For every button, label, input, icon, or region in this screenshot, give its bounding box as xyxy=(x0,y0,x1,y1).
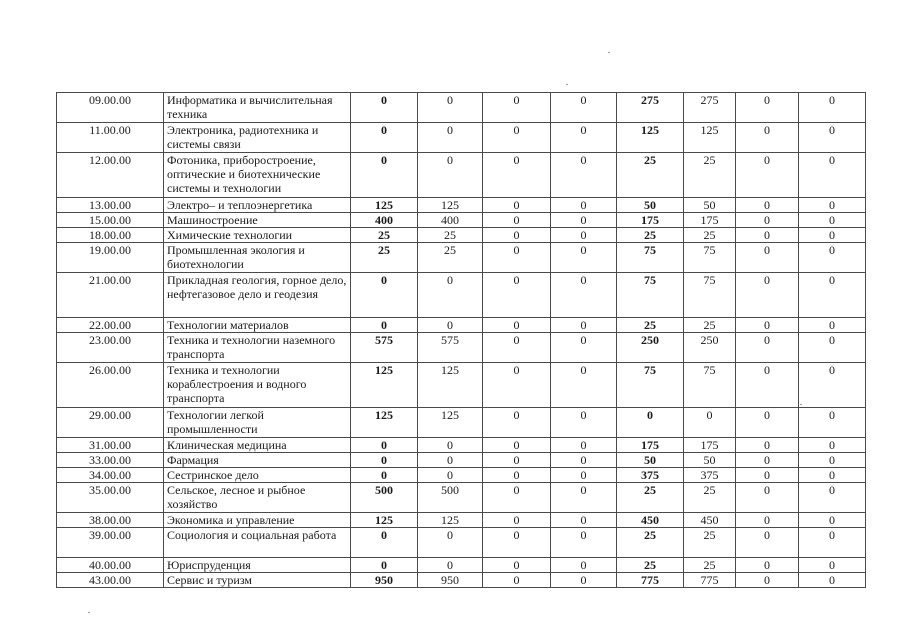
value-cell: 0 xyxy=(483,483,551,513)
value-cell: 0 xyxy=(551,273,617,318)
value-cell: 25 xyxy=(684,558,736,573)
value-cell: 0 xyxy=(551,213,617,228)
enrollment-table xyxy=(56,92,866,588)
value-cell: 275 xyxy=(617,93,684,123)
direction-code-cell: 26.00.00 xyxy=(57,363,164,408)
value-cell: 0 xyxy=(736,153,799,198)
value-cell: 0 xyxy=(551,573,617,588)
direction-code-cell: 18.00.00 xyxy=(57,228,164,243)
value-cell: 0 xyxy=(551,438,617,453)
value-cell: 0 xyxy=(351,468,418,483)
value-cell: 0 xyxy=(551,318,617,333)
value-cell: 0 xyxy=(551,153,617,198)
value-cell: 0 xyxy=(418,153,483,198)
direction-code-cell: 09.00.00 xyxy=(57,93,164,123)
direction-code-cell: 23.00.00 xyxy=(57,333,164,363)
value-cell: 0 xyxy=(483,513,551,528)
value-cell: 0 xyxy=(799,198,866,213)
value-cell: 75 xyxy=(617,363,684,408)
value-cell: 0 xyxy=(684,408,736,438)
direction-code-cell: 11.00.00 xyxy=(57,123,164,153)
value-cell: 25 xyxy=(418,243,483,273)
value-cell: 0 xyxy=(351,123,418,153)
value-cell: 275 xyxy=(684,93,736,123)
value-cell: 450 xyxy=(684,513,736,528)
value-cell: 125 xyxy=(418,408,483,438)
direction-name-cell: Техника и технологии наземного транспорта xyxy=(164,333,351,363)
value-cell: 0 xyxy=(351,93,418,123)
value-cell: 0 xyxy=(483,93,551,123)
value-cell: 0 xyxy=(483,243,551,273)
direction-name-cell: Информатика и вычислительная техника xyxy=(164,93,351,123)
table-row xyxy=(57,273,866,318)
value-cell: 0 xyxy=(483,573,551,588)
value-cell: 0 xyxy=(799,363,866,408)
value-cell: 175 xyxy=(684,438,736,453)
value-cell: 0 xyxy=(736,213,799,228)
value-cell: 500 xyxy=(418,483,483,513)
value-cell: 0 xyxy=(351,318,418,333)
value-cell: 0 xyxy=(799,273,866,318)
value-cell: 0 xyxy=(799,468,866,483)
table-row xyxy=(57,438,866,453)
direction-name-cell: Электро– и теплоэнергетика xyxy=(164,198,351,213)
value-cell: 0 xyxy=(736,228,799,243)
direction-code-cell: 38.00.00 xyxy=(57,513,164,528)
value-cell: 0 xyxy=(418,273,483,318)
value-cell: 0 xyxy=(799,123,866,153)
value-cell: 25 xyxy=(684,153,736,198)
value-cell: 0 xyxy=(736,198,799,213)
value-cell: 25 xyxy=(684,228,736,243)
value-cell: 0 xyxy=(418,438,483,453)
value-cell: 0 xyxy=(617,408,684,438)
value-cell: 400 xyxy=(351,213,418,228)
direction-code-cell: 43.00.00 xyxy=(57,573,164,588)
value-cell: 0 xyxy=(551,513,617,528)
value-cell: 50 xyxy=(617,198,684,213)
value-cell: 25 xyxy=(684,483,736,513)
value-cell: 75 xyxy=(684,273,736,318)
value-cell: 0 xyxy=(799,558,866,573)
table-row xyxy=(57,198,866,213)
value-cell: 25 xyxy=(617,528,684,558)
value-cell: 0 xyxy=(799,483,866,513)
value-cell: 0 xyxy=(418,558,483,573)
value-cell: 0 xyxy=(351,558,418,573)
value-cell: 0 xyxy=(551,408,617,438)
value-cell: 0 xyxy=(551,468,617,483)
table-row xyxy=(57,363,866,408)
table-row xyxy=(57,558,866,573)
direction-code-cell: 12.00.00 xyxy=(57,153,164,198)
value-cell: 125 xyxy=(351,408,418,438)
value-cell: 0 xyxy=(799,228,866,243)
value-cell: 0 xyxy=(799,408,866,438)
value-cell: 0 xyxy=(351,153,418,198)
value-cell: 125 xyxy=(351,513,418,528)
value-cell: 0 xyxy=(799,513,866,528)
value-cell: 0 xyxy=(551,528,617,558)
value-cell: 25 xyxy=(351,243,418,273)
value-cell: 0 xyxy=(483,273,551,318)
table-row xyxy=(57,123,866,153)
scan-speck xyxy=(88,612,90,613)
table-row xyxy=(57,453,866,468)
direction-name-cell: Сестринское дело xyxy=(164,468,351,483)
table-row xyxy=(57,528,866,558)
direction-code-cell: 29.00.00 xyxy=(57,408,164,438)
direction-name-cell: Электроника, радиотехника и системы связи xyxy=(164,123,351,153)
direction-name-cell: Фотоника, приборостроение, оптические и биотехнические системы и технологии xyxy=(164,153,351,198)
value-cell: 0 xyxy=(799,438,866,453)
value-cell: 0 xyxy=(799,573,866,588)
value-cell: 0 xyxy=(799,213,866,228)
scan-speck xyxy=(608,52,610,53)
value-cell: 0 xyxy=(799,93,866,123)
value-cell: 0 xyxy=(736,438,799,453)
value-cell: 575 xyxy=(418,333,483,363)
value-cell: 75 xyxy=(684,243,736,273)
direction-name-cell: Экономика и управление xyxy=(164,513,351,528)
value-cell: 0 xyxy=(483,318,551,333)
value-cell: 0 xyxy=(483,453,551,468)
value-cell: 0 xyxy=(551,198,617,213)
value-cell: 0 xyxy=(483,123,551,153)
value-cell: 125 xyxy=(351,198,418,213)
direction-name-cell: Прикладная геология, горное дело, нефтегазовое дело и геодезия xyxy=(164,273,351,318)
value-cell: 75 xyxy=(617,243,684,273)
value-cell: 0 xyxy=(736,123,799,153)
value-cell: 0 xyxy=(736,318,799,333)
table-row xyxy=(57,228,866,243)
value-cell: 950 xyxy=(418,573,483,588)
value-cell: 0 xyxy=(418,528,483,558)
value-cell: 500 xyxy=(351,483,418,513)
value-cell: 0 xyxy=(799,333,866,363)
direction-name-cell: Социология и социальная работа xyxy=(164,528,351,558)
direction-name-cell: Промышленная экология и биотехнологии xyxy=(164,243,351,273)
direction-name-cell: Юриспруденция xyxy=(164,558,351,573)
value-cell: 0 xyxy=(351,528,418,558)
value-cell: 0 xyxy=(799,453,866,468)
direction-name-cell: Технологии материалов xyxy=(164,318,351,333)
table-row xyxy=(57,573,866,588)
value-cell: 0 xyxy=(351,438,418,453)
value-cell: 0 xyxy=(736,93,799,123)
value-cell: 0 xyxy=(551,558,617,573)
value-cell: 0 xyxy=(736,468,799,483)
value-cell: 175 xyxy=(617,438,684,453)
value-cell: 25 xyxy=(418,228,483,243)
direction-code-cell: 22.00.00 xyxy=(57,318,164,333)
value-cell: 25 xyxy=(684,528,736,558)
value-cell: 25 xyxy=(617,483,684,513)
value-cell: 0 xyxy=(799,528,866,558)
direction-name-cell: Сельское, лесное и рыбное хозяйство xyxy=(164,483,351,513)
value-cell: 125 xyxy=(617,123,684,153)
value-cell: 0 xyxy=(483,363,551,408)
value-cell: 0 xyxy=(351,273,418,318)
value-cell: 25 xyxy=(351,228,418,243)
value-cell: 375 xyxy=(617,468,684,483)
table-row xyxy=(57,483,866,513)
value-cell: 950 xyxy=(351,573,418,588)
direction-name-cell: Машиностроение xyxy=(164,213,351,228)
value-cell: 0 xyxy=(483,468,551,483)
value-cell: 400 xyxy=(418,213,483,228)
value-cell: 25 xyxy=(684,318,736,333)
value-cell: 0 xyxy=(736,483,799,513)
value-cell: 0 xyxy=(799,243,866,273)
table-row xyxy=(57,333,866,363)
value-cell: 0 xyxy=(551,333,617,363)
value-cell: 0 xyxy=(736,243,799,273)
value-cell: 50 xyxy=(684,198,736,213)
direction-code-cell: 13.00.00 xyxy=(57,198,164,213)
value-cell: 250 xyxy=(684,333,736,363)
scan-speck xyxy=(800,404,802,405)
value-cell: 0 xyxy=(551,228,617,243)
table-row xyxy=(57,318,866,333)
value-cell: 0 xyxy=(736,273,799,318)
table-row xyxy=(57,213,866,228)
value-cell: 125 xyxy=(418,363,483,408)
direction-code-cell: 15.00.00 xyxy=(57,213,164,228)
value-cell: 75 xyxy=(684,363,736,408)
direction-code-cell: 33.00.00 xyxy=(57,453,164,468)
direction-name-cell: Сервис и туризм xyxy=(164,573,351,588)
direction-name-cell: Клиническая медицина xyxy=(164,438,351,453)
value-cell: 0 xyxy=(418,468,483,483)
value-cell: 0 xyxy=(418,123,483,153)
value-cell: 25 xyxy=(617,153,684,198)
value-cell: 125 xyxy=(684,123,736,153)
value-cell: 0 xyxy=(736,513,799,528)
table-row xyxy=(57,243,866,273)
direction-code-cell: 21.00.00 xyxy=(57,273,164,318)
value-cell: 0 xyxy=(483,228,551,243)
table-row xyxy=(57,153,866,198)
value-cell: 0 xyxy=(483,558,551,573)
value-cell: 125 xyxy=(351,363,418,408)
value-cell: 0 xyxy=(736,573,799,588)
value-cell: 0 xyxy=(551,93,617,123)
table-row xyxy=(57,468,866,483)
value-cell: 0 xyxy=(736,528,799,558)
value-cell: 75 xyxy=(617,273,684,318)
value-cell: 0 xyxy=(736,333,799,363)
value-cell: 0 xyxy=(799,318,866,333)
direction-code-cell: 35.00.00 xyxy=(57,483,164,513)
value-cell: 0 xyxy=(483,213,551,228)
value-cell: 0 xyxy=(483,438,551,453)
value-cell: 375 xyxy=(684,468,736,483)
value-cell: 0 xyxy=(736,453,799,468)
table-row xyxy=(57,93,866,123)
value-cell: 125 xyxy=(418,198,483,213)
value-cell: 0 xyxy=(736,363,799,408)
value-cell: 25 xyxy=(617,558,684,573)
direction-name-cell: Техника и технологии кораблестроения и водного транспорта xyxy=(164,363,351,408)
value-cell: 0 xyxy=(736,558,799,573)
value-cell: 175 xyxy=(617,213,684,228)
direction-code-cell: 39.00.00 xyxy=(57,528,164,558)
direction-code-cell: 19.00.00 xyxy=(57,243,164,273)
value-cell: 775 xyxy=(684,573,736,588)
value-cell: 0 xyxy=(418,453,483,468)
value-cell: 0 xyxy=(483,198,551,213)
direction-name-cell: Фармация xyxy=(164,453,351,468)
value-cell: 125 xyxy=(418,513,483,528)
value-cell: 0 xyxy=(736,408,799,438)
value-cell: 0 xyxy=(551,123,617,153)
value-cell: 25 xyxy=(617,228,684,243)
value-cell: 50 xyxy=(684,453,736,468)
value-cell: 50 xyxy=(617,453,684,468)
scan-speck xyxy=(566,84,568,85)
value-cell: 25 xyxy=(617,318,684,333)
value-cell: 0 xyxy=(418,318,483,333)
value-cell: 775 xyxy=(617,573,684,588)
value-cell: 0 xyxy=(551,243,617,273)
direction-name-cell: Химические технологии xyxy=(164,228,351,243)
value-cell: 250 xyxy=(617,333,684,363)
value-cell: 0 xyxy=(551,453,617,468)
value-cell: 175 xyxy=(684,213,736,228)
table-row xyxy=(57,408,866,438)
value-cell: 450 xyxy=(617,513,684,528)
value-cell: 0 xyxy=(483,153,551,198)
value-cell: 0 xyxy=(551,483,617,513)
value-cell: 575 xyxy=(351,333,418,363)
value-cell: 0 xyxy=(351,453,418,468)
direction-code-cell: 34.00.00 xyxy=(57,468,164,483)
table-row xyxy=(57,513,866,528)
value-cell: 0 xyxy=(799,153,866,198)
direction-code-cell: 40.00.00 xyxy=(57,558,164,573)
value-cell: 0 xyxy=(483,333,551,363)
value-cell: 0 xyxy=(483,528,551,558)
value-cell: 0 xyxy=(418,93,483,123)
value-cell: 0 xyxy=(551,363,617,408)
direction-name-cell: Технологии легкой промышленности xyxy=(164,408,351,438)
direction-code-cell: 31.00.00 xyxy=(57,438,164,453)
value-cell: 0 xyxy=(483,408,551,438)
